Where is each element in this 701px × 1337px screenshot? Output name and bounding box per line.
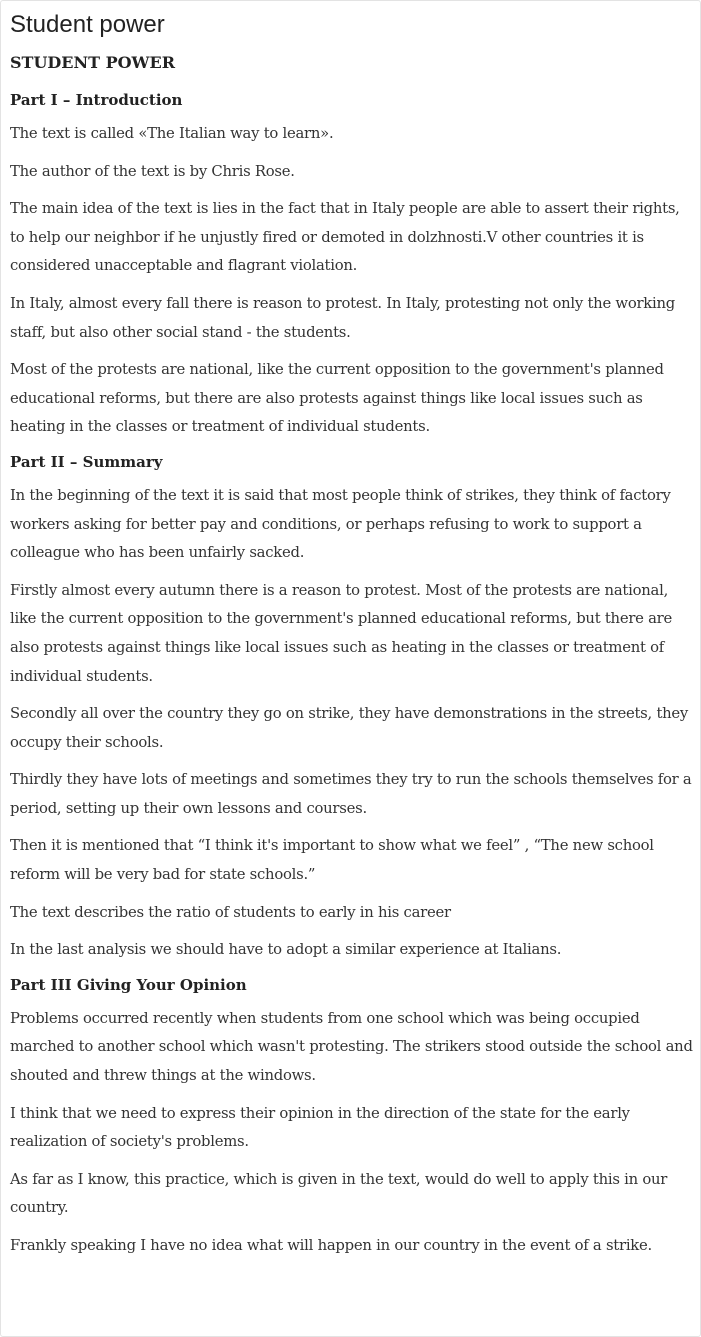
paragraph: Problems occurred recently when students from one school which was being occupied marched to another school which wasn't protesting. The strikers stood outside the school and shouted and threw things at the windows. [10, 1009, 693, 1085]
paragraph: The author of the text is by Chris Rose. [10, 162, 295, 180]
paragraph: Frankly speaking I have no idea what will happen in our country in the event of a strike. [10, 1237, 652, 1254]
section-heading-part2: Part II – Summary [10, 452, 163, 471]
paragraph: The text describes the ratio of students to early in his career [10, 903, 451, 921]
section-heading-part3: Part III Giving Your Opinion [10, 975, 247, 994]
paragraph: In the last analysis we should have to adopt a similar experience at Italians. [10, 941, 562, 959]
paragraph: Firstly almost every autumn there is a reason to protest. Most of the protests are national, like the current opposition to the government's planned educational reforms, but there are also protests against things like local issues such as heating in the classes or treatment of individual students. [10, 581, 673, 685]
paragraph: I think that we need to express their opinion in the direction of the state for the early realization of society's problems. [10, 1104, 630, 1151]
paragraph: Then it is mentioned that “I think it's important to show what we feel” , “The new school reform will be very bad for state schools.” [10, 837, 654, 884]
section-heading-part1: Part I – Introduction [10, 91, 183, 109]
paragraph: Most of the protests are national, like the current opposition to the government's planned educational reforms, but there are also protests against things like local issues such as heating in the classes or treatment of individual students. [10, 361, 664, 436]
paragraph: As far as I know, this practice, which is given in the text, would do well to apply this in our country. [10, 1170, 668, 1217]
paragraph: Thirdly they have lots of meetings and sometimes they try to run the schools themselves for a period, setting up their own lessons and courses. [10, 771, 692, 817]
paragraph: In the beginning of the text it is said that most people think of strikes, they think of factory workers asking for better pay and conditions, or perhaps refusing to work to support a colleague who has been unfairly sacked. [10, 486, 671, 562]
paragraph: In Italy, almost every fall there is reason to protest. In Italy, protesting not only the working staff, but also other social stand - the students. [10, 294, 675, 341]
document-content [10, 10, 694, 1261]
paragraph: The text is called «The Italian way to learn». [10, 125, 334, 142]
paragraph: The main idea of the text is lies in the fact that in Italy people are able to assert their rights, to help our neighbor if he unjustly fired or demoted in dolzhnosti.V other countries it is considered unacceptable and flagrant violation. [10, 200, 680, 275]
document-heading: STUDENT POWER [10, 53, 176, 72]
paragraph: Secondly all over the country they go on strike, they have demonstrations in the streets, they occupy their schools. [10, 705, 689, 751]
page-title: Student power [10, 11, 165, 38]
